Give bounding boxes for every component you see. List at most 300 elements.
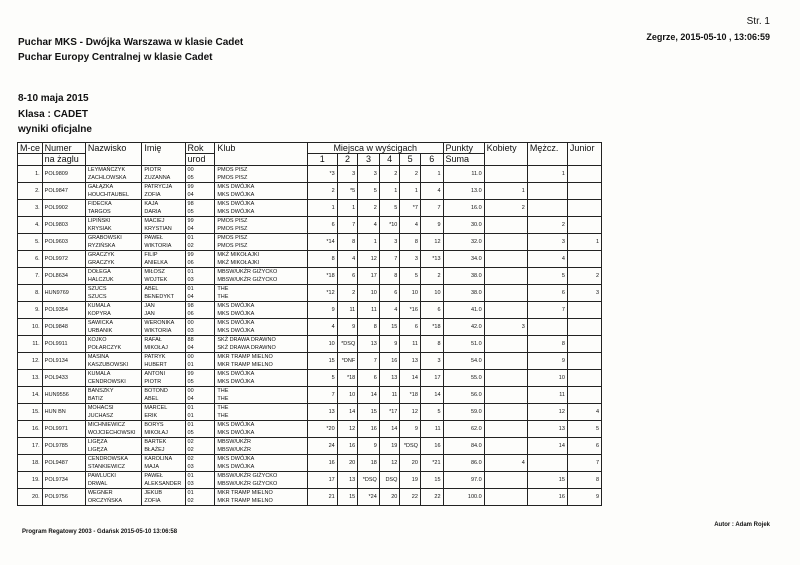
race-2-cell: *5 <box>337 183 358 200</box>
birth-year-cell <box>185 336 215 353</box>
header-imie: Imię <box>142 143 185 166</box>
race-2-cell: 11 <box>337 302 358 319</box>
club-cell-line: MKR TRAMP MIELNO <box>217 490 273 496</box>
table-row <box>18 319 602 336</box>
birth-year-cell-line: 02 <box>187 498 194 504</box>
points-sum-cell: 42.0 <box>443 319 484 336</box>
first-name-cell <box>142 251 185 268</box>
points-sum-cell: 51.0 <box>443 336 484 353</box>
race-5-cell: 14 <box>400 370 421 387</box>
first-name-cell-line: RAFAŁ <box>144 337 162 343</box>
position-cell: 15. <box>18 404 43 421</box>
points-sum-cell: 34.0 <box>443 251 484 268</box>
club-cell-line: MKS DWÓJKA <box>217 184 255 190</box>
club-cell-line: MKS DWÓJKA <box>217 464 255 470</box>
first-name-cell-line: WERONIKA <box>144 320 175 326</box>
race-1-cell: 7 <box>307 387 337 404</box>
birth-year-cell-line: 04 <box>187 345 194 351</box>
first-name-cell-line: BORYS <box>144 422 164 428</box>
points-sum-cell: 38.0 <box>443 285 484 302</box>
sail-number-cell: POL9354 <box>42 302 85 319</box>
race-3-cell: 4 <box>358 217 380 234</box>
race-4-cell: 7 <box>379 251 400 268</box>
men-rank-cell: 14 <box>527 438 567 455</box>
race-3-cell: 3 <box>358 166 380 183</box>
birth-year-cell-line: 04 <box>187 294 194 300</box>
race-6-cell: 8 <box>420 336 443 353</box>
club-cell <box>215 217 308 234</box>
race-4-cell: 20 <box>379 489 400 506</box>
race-4-cell: 15 <box>379 319 400 336</box>
club-cell-line: MKŻ MIKOŁAJKI <box>217 260 260 266</box>
junior-rank-cell <box>567 319 601 336</box>
first-name-cell-line: WIKTORIA <box>144 243 172 249</box>
club-cell-line: THE <box>217 388 229 394</box>
birth-year-cell-line: 01 <box>187 422 194 428</box>
junior-rank-cell: 9 <box>567 489 601 506</box>
race-4-cell: *17 <box>379 404 400 421</box>
sail-number-cell: HUN9556 <box>42 387 85 404</box>
birth-year-cell-line: 02 <box>187 456 194 462</box>
race-6-cell: *18 <box>420 319 443 336</box>
birth-year-cell-line: 99 <box>187 218 194 224</box>
junior-rank-cell <box>567 251 601 268</box>
sail-number-cell: POL9487 <box>42 455 85 472</box>
birth-year-cell <box>185 217 215 234</box>
first-name-cell-line: PATRYK <box>144 354 166 360</box>
surname-cell-line: SAWICKA <box>87 320 114 326</box>
surname-cell <box>85 234 142 251</box>
first-name-cell <box>142 183 185 200</box>
table-row <box>18 285 602 302</box>
surname-cell <box>85 438 142 455</box>
women-rank-cell <box>484 336 527 353</box>
junior-rank-cell: 4 <box>567 404 601 421</box>
junior-rank-cell: 6 <box>567 438 601 455</box>
race-2-cell: 12 <box>337 421 358 438</box>
race-1-cell: 15 <box>307 353 337 370</box>
first-name-cell <box>142 387 185 404</box>
race-6-cell: 4 <box>420 183 443 200</box>
men-rank-cell <box>527 200 567 217</box>
points-sum-cell: 59.0 <box>443 404 484 421</box>
race-5-cell: 8 <box>400 234 421 251</box>
birth-year-cell-line: 05 <box>187 430 194 436</box>
first-name-cell <box>142 421 185 438</box>
race-4-cell: 5 <box>379 200 400 217</box>
first-name-cell-line: PAWEŁ <box>144 473 164 479</box>
race-4-cell: 3 <box>379 234 400 251</box>
table-row <box>18 404 602 421</box>
sail-number-cell: POL9785 <box>42 438 85 455</box>
race-1-cell: *20 <box>307 421 337 438</box>
club-cell-line: THE <box>217 405 229 411</box>
birth-year-cell <box>185 166 215 183</box>
race-3-cell: 6 <box>358 370 380 387</box>
surname-cell-line: URBANIK <box>87 328 113 334</box>
race-3-cell: 10 <box>358 285 380 302</box>
women-rank-cell <box>484 166 527 183</box>
first-name-cell-line: ZUZANNA <box>144 175 171 181</box>
surname-cell-line: SZUCS <box>87 286 107 292</box>
club-cell-line: MKS DWÓJKA <box>217 422 255 428</box>
sail-number-cell: HUN9769 <box>42 285 85 302</box>
birth-year-cell-line: 02 <box>187 447 194 453</box>
race-1-cell: 8 <box>307 251 337 268</box>
position-cell: 8. <box>18 285 43 302</box>
men-rank-cell: 1 <box>527 166 567 183</box>
race-2-cell: 10 <box>337 387 358 404</box>
birth-year-cell-line: 01 <box>187 490 194 496</box>
surname-cell <box>85 472 142 489</box>
first-name-cell-line: KAJA <box>144 201 159 207</box>
table-row <box>18 387 602 404</box>
first-name-cell-line: ZOFIA <box>144 498 161 504</box>
race-2-cell: *DSQ <box>337 336 358 353</box>
women-rank-cell <box>484 421 527 438</box>
race-3-cell: 7 <box>358 353 380 370</box>
club-cell-line: MKS DWÓJKA <box>217 379 255 385</box>
surname-cell-line: GRACZYK <box>87 260 115 266</box>
first-name-cell-line: JAN <box>144 303 155 309</box>
sail-number-cell: POL9756 <box>42 489 85 506</box>
club-cell-line: MBSW/UKŻR GIŻYCKO <box>217 277 278 283</box>
junior-rank-cell <box>567 166 601 183</box>
position-cell: 4. <box>18 217 43 234</box>
race-6-cell: 7 <box>420 200 443 217</box>
points-sum-cell: 38.0 <box>443 268 484 285</box>
women-rank-cell <box>484 489 527 506</box>
surname-cell-line: DRWAL <box>87 481 108 487</box>
table-row <box>18 438 602 455</box>
points-sum-cell: 54.0 <box>443 353 484 370</box>
race-5-cell: *7 <box>400 200 421 217</box>
first-name-cell <box>142 404 185 421</box>
table-row <box>18 234 602 251</box>
women-rank-cell: 2 <box>484 200 527 217</box>
points-sum-cell: 100.0 <box>443 489 484 506</box>
surname-cell-line: LIGĘZA <box>87 439 108 445</box>
position-cell: 18. <box>18 455 43 472</box>
first-name-cell-line: MAJA <box>144 464 160 470</box>
surname-cell-line: SZUCS <box>87 294 107 300</box>
first-name-cell <box>142 285 185 302</box>
header-mezcz: Mężcz. <box>527 143 567 166</box>
surname-cell <box>85 200 142 217</box>
race-6-cell: 12 <box>420 234 443 251</box>
club-cell-line: PMOS PISZ <box>217 235 248 241</box>
first-name-cell-line: ERIK <box>144 413 158 419</box>
women-rank-cell: 3 <box>484 319 527 336</box>
first-name-cell-line: BOTOND <box>144 388 168 394</box>
surname-cell-line: JUCHASZ <box>87 413 114 419</box>
first-name-cell-line: WOJTEK <box>144 277 168 283</box>
race-3-cell: 5 <box>358 183 380 200</box>
race-1-cell: 1 <box>307 200 337 217</box>
birth-year-cell <box>185 302 215 319</box>
points-sum-cell: 86.0 <box>443 455 484 472</box>
women-rank-cell <box>484 217 527 234</box>
women-rank-cell <box>484 234 527 251</box>
birth-year-cell-line: 04 <box>187 192 194 198</box>
birth-year-cell-line: 98 <box>187 303 194 309</box>
race-6-cell: 22 <box>420 489 443 506</box>
club-cell-line: MKS DWÓJKA <box>217 320 255 326</box>
junior-rank-cell <box>567 387 601 404</box>
junior-rank-cell <box>567 217 601 234</box>
surname-cell <box>85 353 142 370</box>
position-cell: 17. <box>18 438 43 455</box>
page-number: Str. 1 <box>746 16 770 27</box>
surname-cell-line: HOUCHTAUBEL <box>87 192 129 198</box>
race-3-cell: 16 <box>358 421 380 438</box>
sail-number-cell: POL9971 <box>42 421 85 438</box>
junior-rank-cell: 7 <box>567 455 601 472</box>
race-4-cell: 14 <box>379 421 400 438</box>
junior-rank-cell: 5 <box>567 421 601 438</box>
race-1-cell: 16 <box>307 455 337 472</box>
surname-cell-line: KRYSIAK <box>87 226 112 232</box>
race-6-cell: 2 <box>420 268 443 285</box>
club-cell-line: MBSW/UKŻR GIŻYCKO <box>217 473 278 479</box>
surname-cell-line: LIGĘZA <box>87 447 108 453</box>
first-name-cell-line: ANIELKA <box>144 260 168 266</box>
club-cell <box>215 455 308 472</box>
surname-cell-line: HALCZUK <box>87 277 114 283</box>
surname-cell-line: WOJCIECHOWSKI <box>87 430 136 436</box>
surname-cell-line: KUMALA <box>87 371 111 377</box>
first-name-cell-line: PIOTR <box>144 167 162 173</box>
surname-cell-line: MASINA <box>87 354 109 360</box>
race-6-cell: *21 <box>420 455 443 472</box>
first-name-cell <box>142 268 185 285</box>
title-line-1: Puchar MKS - Dwójka Warszawa w klasie Cadet <box>18 37 244 48</box>
surname-cell-line: MOHACSI <box>87 405 114 411</box>
birth-year-cell <box>185 472 215 489</box>
header-na-zaglu: na żaglu <box>42 154 85 166</box>
sail-number-cell: POL9848 <box>42 319 85 336</box>
club-cell-line: THE <box>217 286 229 292</box>
table-row <box>18 421 602 438</box>
junior-rank-cell: 2 <box>567 268 601 285</box>
club-cell <box>215 472 308 489</box>
birth-year-cell <box>185 387 215 404</box>
first-name-cell-line: MIŁOSZ <box>144 269 165 275</box>
women-rank-cell <box>484 404 527 421</box>
table-row <box>18 489 602 506</box>
birth-year-cell-line: 01 <box>187 269 194 275</box>
title-line-2: Puchar Europy Centralnej w klasie Cadet <box>18 52 213 63</box>
race-5-cell: *DSQ <box>400 438 421 455</box>
men-rank-cell: 9 <box>527 353 567 370</box>
position-cell: 13. <box>18 370 43 387</box>
event-dates: 8-10 maja 2015 <box>18 93 89 104</box>
first-name-cell <box>142 370 185 387</box>
first-name-cell <box>142 217 185 234</box>
header-urod: urod <box>185 154 215 166</box>
men-rank-cell: 6 <box>527 285 567 302</box>
first-name-cell-line: ABEL <box>144 286 159 292</box>
surname-cell <box>85 489 142 506</box>
first-name-cell-line: BŁAŻEJ <box>144 447 165 453</box>
header-rok: Rok <box>185 143 215 154</box>
birth-year-cell-line: 06 <box>187 260 194 266</box>
race-5-cell: 2 <box>400 166 421 183</box>
race-6-cell: 5 <box>420 404 443 421</box>
surname-cell-line: BANSZKY <box>87 388 114 394</box>
points-sum-cell: 16.0 <box>443 200 484 217</box>
results-table <box>17 142 602 506</box>
club-cell-line: PMOS PISZ <box>217 218 248 224</box>
birth-year-cell-line: 05 <box>187 175 194 181</box>
club-cell-line: THE <box>217 294 229 300</box>
results-status: wyniki oficjalne <box>18 124 92 135</box>
header-punkty: Punkty <box>443 143 484 154</box>
surname-cell-line: STANKIEWICZ <box>87 464 126 470</box>
birth-year-cell-line: 01 <box>187 405 194 411</box>
race-4-cell: 11 <box>379 387 400 404</box>
header-suma: Suma <box>443 154 484 166</box>
footer-author: Autor : Adam Rojek <box>714 522 770 528</box>
position-cell: 14. <box>18 387 43 404</box>
first-name-cell-line: MIKOŁAJ <box>144 345 168 351</box>
club-cell-line: THE <box>217 413 229 419</box>
men-rank-cell <box>527 455 567 472</box>
birth-year-cell-line: 99 <box>187 371 194 377</box>
surname-cell <box>85 268 142 285</box>
birth-year-cell <box>185 353 215 370</box>
race-5-cell: 5 <box>400 268 421 285</box>
women-rank-cell <box>484 268 527 285</box>
first-name-cell-line: WIKTORIA <box>144 328 172 334</box>
table-row <box>18 251 602 268</box>
table-row <box>18 268 602 285</box>
birth-year-cell <box>185 455 215 472</box>
table-row <box>18 166 602 183</box>
class-label: Klasa : CADET <box>18 109 89 120</box>
first-name-cell-line: PAWEŁ <box>144 235 164 241</box>
first-name-cell <box>142 455 185 472</box>
club-cell-line: MBSW/UKŻR GIŻYCKO <box>217 481 278 487</box>
race-6-cell: 3 <box>420 353 443 370</box>
race-1-cell: 4 <box>307 319 337 336</box>
birth-year-cell-line: 03 <box>187 277 194 283</box>
surname-cell <box>85 302 142 319</box>
first-name-cell-line: DARIA <box>144 209 162 215</box>
sail-number-cell: POL9803 <box>42 217 85 234</box>
surname-cell <box>85 183 142 200</box>
position-cell: 5. <box>18 234 43 251</box>
surname-cell-line: FIDECKA <box>87 201 112 207</box>
surname-cell-line: RYZIŃSKA <box>87 243 116 249</box>
women-rank-cell <box>484 387 527 404</box>
race-2-cell: 7 <box>337 217 358 234</box>
position-cell: 2. <box>18 183 43 200</box>
birth-year-cell <box>185 370 215 387</box>
birth-year-cell-line: 05 <box>187 379 194 385</box>
race-5-cell: 1 <box>400 183 421 200</box>
birth-year-cell <box>185 200 215 217</box>
club-cell <box>215 370 308 387</box>
surname-cell-line: DOŁEGA <box>87 269 111 275</box>
position-cell: 10. <box>18 319 43 336</box>
surname-cell-line: KUMALA <box>87 303 111 309</box>
race-1-cell: 6 <box>307 217 337 234</box>
surname-cell <box>85 370 142 387</box>
sail-number-cell: POL9603 <box>42 234 85 251</box>
race-5-cell: 9 <box>400 421 421 438</box>
birth-year-cell-line: 88 <box>187 337 194 343</box>
points-sum-cell: 13.0 <box>443 183 484 200</box>
birth-year-cell-line: 00 <box>187 354 194 360</box>
surname-cell-line: GRACZYK <box>87 252 115 258</box>
race-3-cell: 1 <box>358 234 380 251</box>
men-rank-cell: 5 <box>527 268 567 285</box>
men-rank-cell <box>527 319 567 336</box>
first-name-cell-line: MARCEL <box>144 405 168 411</box>
first-name-cell-line: BARTEK <box>144 439 167 445</box>
surname-cell-line: GRABOWSKI <box>87 235 122 241</box>
surname-cell-line: MICHNIEWICZ <box>87 422 126 428</box>
race-2-cell: 6 <box>337 268 358 285</box>
club-cell-line: MKS DWÓJKA <box>217 430 255 436</box>
race-3-cell: 2 <box>358 200 380 217</box>
surname-cell <box>85 336 142 353</box>
race-5-cell: 13 <box>400 353 421 370</box>
club-cell-line: MKR TRAMP MIELNO <box>217 354 273 360</box>
race-2-cell: 14 <box>337 404 358 421</box>
race-1-cell: 21 <box>307 489 337 506</box>
birth-year-cell-line: 03 <box>187 464 194 470</box>
first-name-cell <box>142 336 185 353</box>
race-1-cell: 5 <box>307 370 337 387</box>
sail-number-cell: HUN BN <box>42 404 85 421</box>
club-cell-line: MKR TRAMP MIELNO <box>217 498 273 504</box>
race-3-cell: 15 <box>358 404 380 421</box>
birth-year-cell-line: 00 <box>187 320 194 326</box>
race-6-cell: *13 <box>420 251 443 268</box>
table-row <box>18 353 602 370</box>
race-4-cell: 12 <box>379 455 400 472</box>
race-2-cell: 3 <box>337 166 358 183</box>
birth-year-cell-line: 04 <box>187 226 194 232</box>
surname-cell <box>85 217 142 234</box>
race-3-cell: *DSQ <box>358 472 380 489</box>
junior-rank-cell: 3 <box>567 285 601 302</box>
junior-rank-cell <box>567 353 601 370</box>
sail-number-cell: POL9433 <box>42 370 85 387</box>
race-1-cell: 9 <box>307 302 337 319</box>
club-cell <box>215 438 308 455</box>
men-rank-cell: 7 <box>527 302 567 319</box>
header-miejsca: Miejsca w wyścigach <box>307 143 443 154</box>
club-cell-line: SKŻ DRAWA DRAWNO <box>217 337 276 343</box>
first-name-cell <box>142 200 185 217</box>
header-kobiety: Kobiety <box>484 143 527 166</box>
race-3-cell: 8 <box>358 319 380 336</box>
surname-cell-line: TARGOS <box>87 209 111 215</box>
surname-cell-line: PAWLUCKI <box>87 473 116 479</box>
position-cell: 9. <box>18 302 43 319</box>
sail-number-cell: POL9134 <box>42 353 85 370</box>
women-rank-cell <box>484 285 527 302</box>
race-1-cell: *12 <box>307 285 337 302</box>
club-cell-line: MBSW/UKŻR <box>217 439 251 445</box>
surname-cell-line: KASZUBOWSKI <box>87 362 129 368</box>
race-2-cell: 9 <box>337 319 358 336</box>
club-cell <box>215 353 308 370</box>
race-2-cell: 20 <box>337 455 358 472</box>
